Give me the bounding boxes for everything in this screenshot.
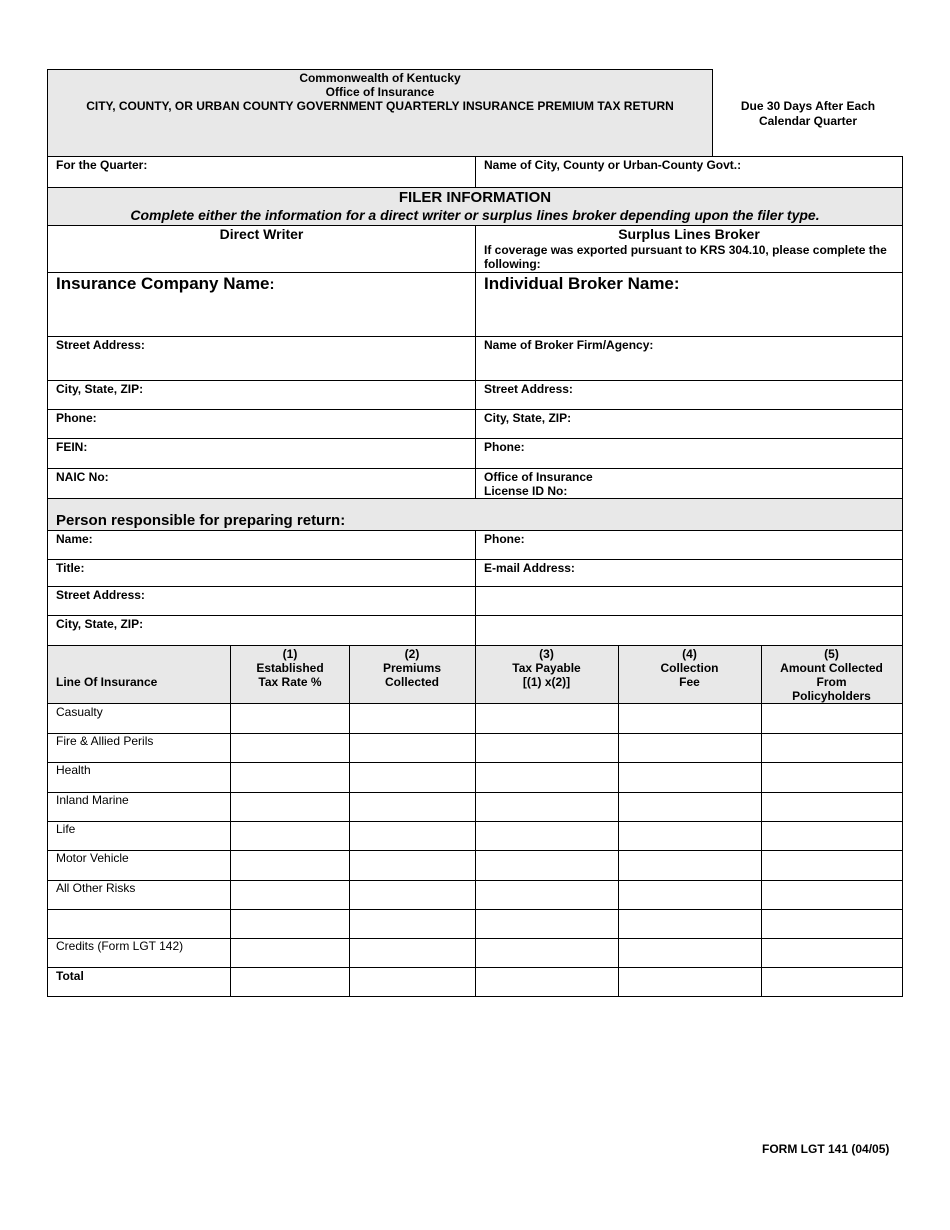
surplus-heading: Surplus Lines Broker (618, 226, 760, 242)
direct-street-field[interactable]: Street Address: (56, 338, 145, 352)
row-fire-allied: Fire & Allied Perils (56, 734, 154, 748)
preparer-name-field[interactable]: Name: (56, 532, 93, 546)
govt-name-field[interactable]: Name of City, County or Urban-County Govt.: (484, 158, 742, 172)
table-col-line (230, 645, 231, 997)
fein-field[interactable]: FEIN: (56, 440, 88, 454)
row-health: Health (56, 763, 91, 777)
header-title-2: Office of Insurance (325, 85, 435, 99)
license-line-1: Office of Insurance (484, 470, 593, 484)
row-life: Life (56, 822, 76, 836)
broker-city-field[interactable]: City, State, ZIP: (484, 411, 572, 425)
naic-field[interactable]: NAIC No: (56, 470, 109, 484)
due-line-1: Due 30 Days After Each (740, 99, 876, 113)
row-all-other: All Other Risks (56, 881, 136, 895)
row-inland-marine: Inland Marine (56, 793, 129, 807)
col1-header: (1) Established Tax Rate % (256, 647, 324, 689)
row-total: Total (56, 969, 84, 983)
table-col-line (475, 645, 476, 997)
table-col-line (47, 645, 48, 997)
direct-writer-heading: Direct Writer (219, 226, 304, 242)
broker-street-field[interactable]: Street Address: (484, 382, 573, 396)
header-title-3: CITY, COUNTY, OR URBAN COUNTY GOVERNMENT QUARTERLY INSURANCE PREMIUM TAX RETURN (86, 99, 674, 113)
broker-name-field[interactable]: Individual Broker Name: (484, 274, 680, 293)
company-name-field[interactable]: Insurance Company Name: (56, 274, 275, 293)
line-of-insurance-header: Line Of Insurance (56, 675, 158, 689)
filer-title: FILER INFORMATION (398, 189, 552, 206)
due-line-2: Calendar Quarter (758, 114, 858, 128)
license-id-field[interactable]: License ID No: (484, 484, 568, 498)
row-casualty: Casualty (56, 705, 103, 719)
preparer-email-field[interactable]: E-mail Address: (484, 561, 575, 575)
preparer-title-field[interactable]: Title: (56, 561, 85, 575)
surplus-note: If coverage was exported pursuant to KRS 304.10, please complete the following: (484, 243, 887, 271)
row-credits: Credits (Form LGT 142) (56, 939, 184, 953)
preparer-street-field[interactable]: Street Address: (56, 588, 145, 602)
col5-header: (5) Amount Collected From Policyholders (780, 647, 883, 703)
broker-firm-field[interactable]: Name of Broker Firm/Agency: (484, 338, 654, 352)
row-motor-vehicle: Motor Vehicle (56, 851, 129, 865)
filer-subtitle: Complete either the information for a direct writer or surplus lines broker depending upon the filer type. (130, 207, 820, 223)
preparer-phone-field[interactable]: Phone: (484, 532, 525, 546)
preparer-city-field[interactable]: City, State, ZIP: (56, 617, 144, 631)
table-col-line (618, 645, 619, 997)
broker-phone-field[interactable]: Phone: (484, 440, 525, 454)
table-col-line (902, 645, 903, 997)
direct-city-field[interactable]: City, State, ZIP: (56, 382, 144, 396)
form-id: FORM LGT 141 (04/05) (762, 1142, 890, 1156)
col4-header: (4) Collection Fee (660, 647, 719, 689)
direct-phone-field[interactable]: Phone: (56, 411, 97, 425)
quarter-field[interactable]: For the Quarter: (56, 158, 148, 172)
col3-header: (3) Tax Payable [(1) x(2)] (512, 647, 581, 689)
table-col-line (349, 645, 350, 997)
header-title-1: Commonwealth of Kentucky (299, 71, 461, 85)
col2-header: (2) Premiums Collected (382, 647, 442, 689)
preparer-heading: Person responsible for preparing return: (56, 512, 346, 529)
